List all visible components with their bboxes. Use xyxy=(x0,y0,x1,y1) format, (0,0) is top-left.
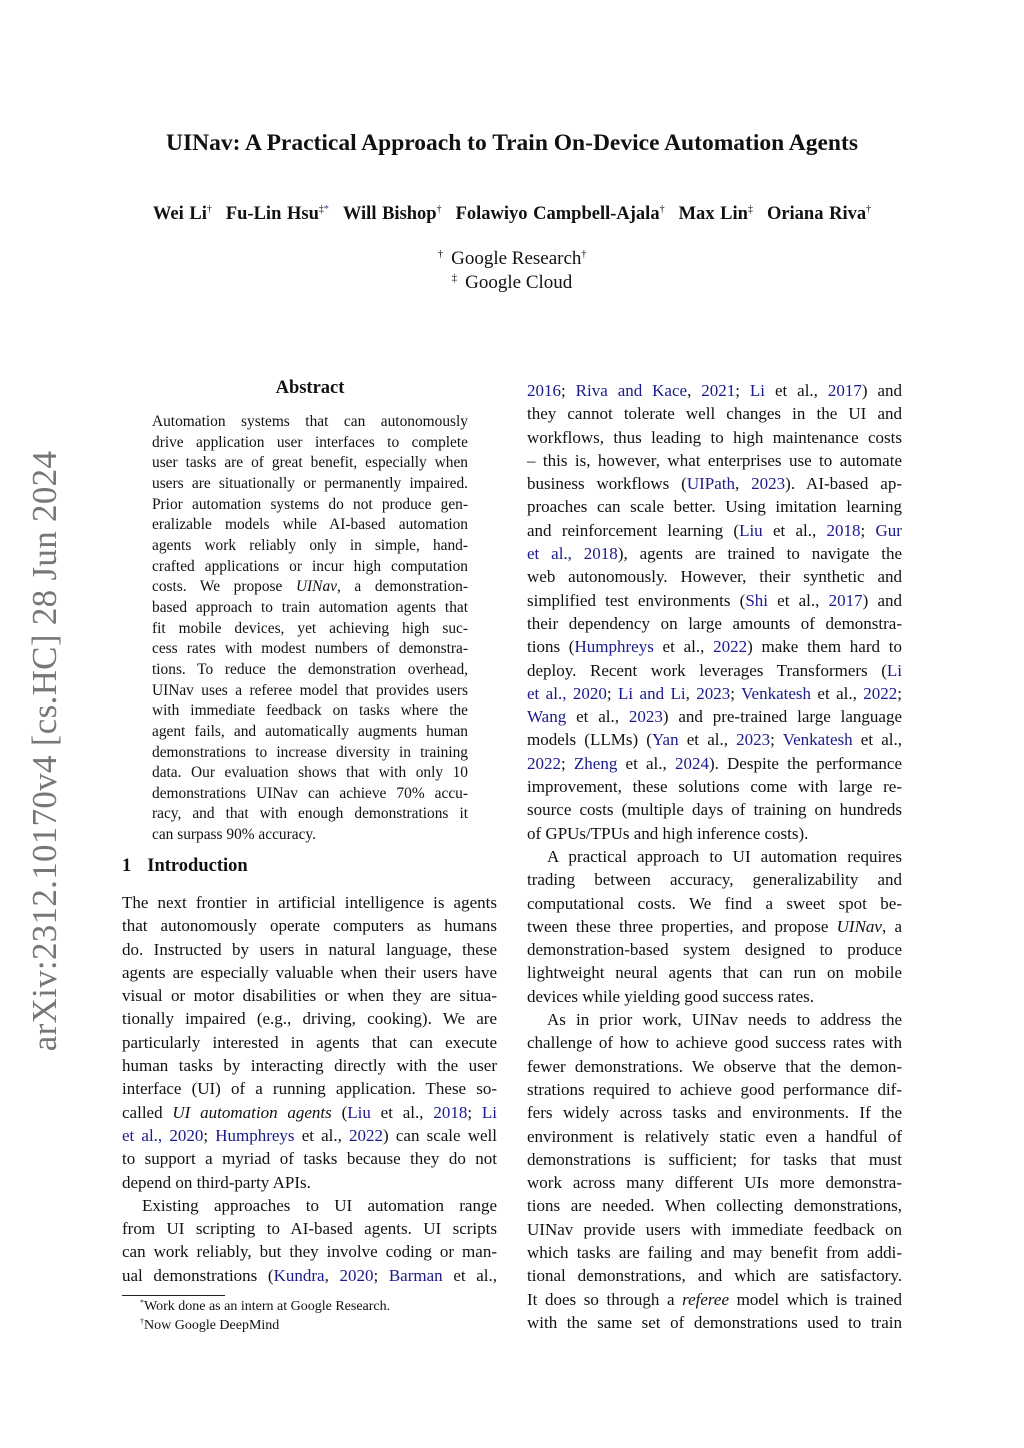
text-line xyxy=(527,1101,902,1124)
text-line xyxy=(527,426,902,449)
footnote-mark: * xyxy=(140,1298,144,1307)
text-run: ; xyxy=(467,1102,482,1122)
text-line xyxy=(122,1101,497,1124)
text-run: model which is trained xyxy=(729,1289,902,1309)
text-line xyxy=(527,1008,902,1031)
text-line xyxy=(122,1240,497,1263)
citation-link[interactable]: Li and Li xyxy=(618,683,686,703)
text-run: of GPUs/TPUs and high inference costs). xyxy=(527,823,809,843)
author-name: Folawiyo Campbell-Ajala xyxy=(455,204,660,224)
text-run: lightweight neural agents that can run on mobile xyxy=(527,963,902,983)
text-line xyxy=(152,453,468,474)
text-line xyxy=(527,1311,902,1334)
text-run: fewer demonstrations. We observe that the demon- xyxy=(527,1056,902,1076)
author xyxy=(767,204,871,224)
citation-link[interactable]: 2023 xyxy=(736,730,771,750)
emphasis-text: referee xyxy=(682,1289,729,1309)
text-line xyxy=(122,938,497,961)
text-line xyxy=(152,577,468,598)
text-line xyxy=(122,891,497,914)
text-run: devices while yielding good success rates. xyxy=(527,986,815,1006)
text-run: ual demonstrations ( xyxy=(122,1265,274,1285)
text-line xyxy=(122,1147,497,1170)
citation-link[interactable]: 2021 xyxy=(701,381,736,400)
citation-link[interactable]: 2017 xyxy=(827,381,862,400)
text-line xyxy=(527,1218,902,1241)
text-run: can work reliably, but they involve coding or man- xyxy=(122,1242,497,1262)
text-line xyxy=(527,985,902,1008)
text-run: can surpass 90% accuracy. xyxy=(152,826,316,844)
text-run: they cannot tolerate well changes in the UI and xyxy=(527,404,902,424)
text-line xyxy=(152,681,468,702)
text-run: ; xyxy=(561,753,574,773)
footnote-text: Now Google DeepMind xyxy=(144,1318,280,1333)
text-line xyxy=(152,495,468,516)
author-name: Max Lin xyxy=(678,204,748,224)
author xyxy=(343,204,442,224)
text-line xyxy=(152,763,468,784)
text-run: ) make them hard to xyxy=(747,637,902,657)
text-run: ; xyxy=(561,381,576,400)
citation-link[interactable]: Liu xyxy=(347,1102,371,1122)
text-run: and reinforcement learning ( xyxy=(527,520,740,540)
text-run: ; xyxy=(606,683,619,703)
text-run: business workflows ( xyxy=(527,474,687,494)
citation-link[interactable]: Li xyxy=(481,1102,497,1122)
text-run: human tasks by interacting directly with the user xyxy=(122,1056,497,1076)
author-list xyxy=(0,204,1024,225)
text-run: UINav uses a referee model that provides users xyxy=(152,681,468,699)
text-run: , xyxy=(687,381,702,400)
text-run: tions. To reduce the demonstration overhead, xyxy=(152,660,468,678)
text-line xyxy=(152,557,468,578)
text-run: , xyxy=(324,1265,340,1285)
text-line xyxy=(527,892,902,915)
citation-link[interactable]: 2022 xyxy=(349,1125,384,1145)
text-run: et al., xyxy=(852,730,902,750)
text-line xyxy=(152,825,468,846)
text-run: source costs (multiple days of training on hundreds xyxy=(527,800,902,820)
text-run: et al., xyxy=(653,637,714,657)
text-run: et al., xyxy=(370,1102,434,1122)
text-line xyxy=(527,752,902,775)
citation-link[interactable]: Li xyxy=(886,660,902,680)
text-line xyxy=(122,984,497,1007)
text-run: crafted applications or incur high computation xyxy=(152,557,468,575)
section-title: Introduction xyxy=(147,856,248,876)
text-run: with the same set of demonstrations used to train xyxy=(527,1312,902,1332)
citation-link[interactable]: Venkatesh xyxy=(782,730,853,750)
citation-link[interactable]: 2022 xyxy=(863,683,898,703)
author-affiliation-mark: ‡ xyxy=(318,204,324,215)
text-line xyxy=(122,1171,497,1194)
text-run: agents are especially valuable when their users have xyxy=(122,962,497,982)
text-run: ; xyxy=(860,520,876,540)
text-run: strations required to achieve good performance dif- xyxy=(527,1079,902,1099)
text-run: costs. We propose xyxy=(152,578,296,596)
text-run: based approach to train automation agents that xyxy=(152,598,468,616)
text-run: demonstrations UINav can achieve 70% accu- xyxy=(152,784,468,802)
text-run: ; xyxy=(770,730,783,750)
section-heading-introduction xyxy=(122,856,248,877)
text-line xyxy=(527,542,902,565)
citation-link[interactable]: 2020 xyxy=(339,1265,374,1285)
footnotes xyxy=(140,1297,390,1335)
citation-link[interactable]: Venkatesh xyxy=(741,683,811,703)
text-line xyxy=(152,743,468,764)
text-line xyxy=(527,402,902,425)
text-run: which tasks are failing and may benefit from addi- xyxy=(527,1242,902,1262)
text-line xyxy=(527,1031,902,1054)
text-line xyxy=(527,449,902,472)
text-run: et al., xyxy=(762,520,827,540)
text-line xyxy=(527,1125,902,1148)
text-run: fit mobile devices, yet achieving high suc- xyxy=(152,619,468,637)
author-name: Oriana Riva xyxy=(766,204,867,224)
text-run: eralizable models while AI-based automation xyxy=(152,516,468,534)
text-line xyxy=(152,784,468,805)
right-column-body xyxy=(527,379,902,1334)
citation-link[interactable]: Kundra xyxy=(273,1265,325,1285)
author xyxy=(153,204,212,224)
text-line xyxy=(527,845,902,868)
text-run: Prior automation systems do not produce gen- xyxy=(152,495,468,513)
citation-link[interactable]: et al., 2020 xyxy=(527,683,607,703)
citation-link[interactable]: Humphreys xyxy=(215,1125,295,1145)
citation-link[interactable]: Liu xyxy=(739,520,763,540)
text-run: models (LLMs) ( xyxy=(527,730,652,750)
footnote-mark: † xyxy=(140,1317,144,1326)
text-run: It does so through a xyxy=(527,1289,683,1309)
author-affiliation-mark: † xyxy=(206,204,212,215)
citation-link[interactable]: 2022 xyxy=(713,637,748,657)
text-run: drive application user interfaces to complete xyxy=(152,433,468,451)
footnote-divider xyxy=(122,1295,225,1296)
text-run: particularly interested in agents that can execute xyxy=(122,1032,497,1052)
affiliation-google-cloud xyxy=(0,272,1024,294)
text-run: racy, and that with enough demonstrations it xyxy=(152,805,468,823)
text-run: Automation systems that can autonomously xyxy=(152,413,468,430)
emphasis-text: UINav xyxy=(836,916,882,936)
affiliation-name: Google Cloud xyxy=(465,272,573,293)
text-run: , a xyxy=(881,916,903,936)
text-run: As in prior work, UINav needs to address the xyxy=(547,1010,902,1030)
text-line xyxy=(152,619,468,640)
text-run: Existing approaches to UI automation range xyxy=(142,1195,497,1215)
text-line xyxy=(152,598,468,619)
citation-link[interactable]: Riva and Kace xyxy=(575,381,688,400)
text-run: agents work reliably only in simple, hand- xyxy=(152,536,468,554)
affiliation-suffix: † xyxy=(581,249,587,260)
text-run: that autonomously operate computers as humans xyxy=(122,916,497,936)
abstract-heading: Abstract xyxy=(275,378,345,398)
text-line xyxy=(122,1264,497,1287)
author-affiliation-mark: ‡ xyxy=(747,204,753,215)
text-line xyxy=(527,565,902,588)
author-name: Will Bishop xyxy=(342,204,437,224)
text-run: cess rates with modest numbers of demonstra- xyxy=(152,640,468,658)
text-run: , xyxy=(735,474,752,494)
text-line xyxy=(527,1055,902,1078)
left-column-body xyxy=(122,891,497,1287)
affiliation-symbol: † xyxy=(437,248,444,260)
text-line xyxy=(152,536,468,557)
citation-link[interactable]: 2018 xyxy=(826,520,861,540)
text-run: A practical approach to UI automation requires xyxy=(547,846,902,866)
text-run: tionally impaired (e.g., driving, cooking). We are xyxy=(122,1009,497,1029)
text-run: demonstrations is sufficient; for tasks that must xyxy=(527,1149,902,1169)
text-run: to support a myriad of tasks because they do not xyxy=(122,1149,497,1169)
text-run: ; xyxy=(373,1265,389,1285)
text-line xyxy=(152,433,468,454)
citation-link[interactable]: Gur xyxy=(875,520,902,540)
text-line xyxy=(122,1031,497,1054)
emphasis-text: UI automation agents xyxy=(172,1102,332,1122)
text-line xyxy=(527,589,902,612)
text-line xyxy=(527,495,902,518)
text-line xyxy=(527,519,902,542)
text-line xyxy=(152,412,468,433)
text-line xyxy=(122,1054,497,1077)
text-line xyxy=(122,1217,497,1240)
emphasis-text: UINav xyxy=(295,578,337,596)
text-run: environment is relatively static even a handful of xyxy=(527,1126,902,1146)
text-line xyxy=(527,379,902,402)
citation-link[interactable]: UIPath xyxy=(686,474,735,494)
text-line xyxy=(527,612,902,635)
text-line xyxy=(527,822,902,845)
text-line xyxy=(527,798,902,821)
text-run: et al., xyxy=(294,1125,350,1145)
citation-link[interactable]: Wang xyxy=(527,707,567,727)
text-line xyxy=(122,914,497,937)
text-line xyxy=(152,701,468,722)
citation-link[interactable]: Yan xyxy=(651,730,679,750)
text-line xyxy=(527,1171,902,1194)
citation-link[interactable]: et al., 2020 xyxy=(122,1125,204,1145)
citation-link[interactable]: Barman xyxy=(388,1265,443,1285)
text-run: demonstration-based system designed to produce xyxy=(527,940,902,960)
text-run: ; xyxy=(730,683,742,703)
text-run: et al., xyxy=(678,730,737,750)
text-run: tions ( xyxy=(527,637,575,657)
footnote xyxy=(140,1316,390,1335)
paper-title: UINav: A Practical Approach to Train On-Device Automation Agents xyxy=(166,130,858,156)
text-run: improvement, these solutions come with large re- xyxy=(527,777,902,797)
author-affiliation-mark: † xyxy=(866,204,872,215)
citation-link[interactable]: Humphreys xyxy=(574,637,654,657)
text-run: et al., xyxy=(442,1265,497,1285)
text-line xyxy=(527,1264,902,1287)
text-line xyxy=(527,868,902,891)
text-line xyxy=(152,722,468,743)
affiliation-symbol: ‡ xyxy=(451,272,458,284)
author-affiliation-mark: † xyxy=(659,204,665,215)
text-run: ( xyxy=(331,1102,348,1122)
text-line xyxy=(527,728,902,751)
citation-link[interactable]: 2023 xyxy=(751,474,786,494)
text-run: ). Despite the performance xyxy=(708,753,902,773)
text-run: et al., xyxy=(765,381,828,400)
citation-link[interactable]: et al., 2018 xyxy=(527,544,618,564)
text-run: proaches can scale better. Using imitation learning xyxy=(527,497,902,517)
author xyxy=(456,204,665,224)
text-run: tions are needed. When collecting demonstrations, xyxy=(527,1196,902,1216)
arxiv-identifier-stamp: arXiv:2312.10170v4 [cs.HC] 28 Jun 2024 xyxy=(25,450,64,1052)
text-run: user tasks are of great benefit, especially when xyxy=(152,454,468,472)
text-line xyxy=(122,1194,497,1217)
footnote-link[interactable]: * xyxy=(323,204,329,215)
text-run: et al., xyxy=(617,753,675,773)
text-line xyxy=(152,804,468,825)
text-line xyxy=(527,775,902,798)
text-run: ). AI-based ap- xyxy=(785,474,902,494)
author-name: Wei Li xyxy=(152,204,207,224)
text-line xyxy=(152,515,468,536)
text-run: UINav provide users with immediate feedback on xyxy=(527,1219,902,1239)
citation-link[interactable]: Shi xyxy=(745,590,768,610)
text-run: The next frontier in artificial intelligence is agents xyxy=(122,893,497,912)
author-name: Fu-Lin Hsu xyxy=(225,204,319,224)
text-line xyxy=(527,659,902,682)
affiliation-name: Google Research xyxy=(451,248,582,269)
text-line xyxy=(527,705,902,728)
text-line xyxy=(152,639,468,660)
text-run: called xyxy=(122,1102,173,1122)
text-line xyxy=(152,660,468,681)
text-run: ) and pre-trained large language xyxy=(662,707,902,727)
author xyxy=(226,204,329,224)
text-run: tional demonstrations, and which are satisfactory. xyxy=(527,1266,902,1286)
text-run: work across many different UIs more demonstra- xyxy=(527,1173,902,1193)
section-number: 1 xyxy=(122,856,132,876)
text-line xyxy=(527,1078,902,1101)
text-line xyxy=(527,682,902,705)
text-line xyxy=(122,1077,497,1100)
text-run: do. Instructed by users in natural language, these xyxy=(122,939,497,959)
text-run: et al., xyxy=(811,683,864,703)
text-run: – this is, however, what enterprises use to automate xyxy=(527,450,902,470)
text-line xyxy=(122,1007,497,1030)
text-run: ) and xyxy=(862,590,902,610)
text-run: ) and xyxy=(861,381,902,400)
text-line xyxy=(527,1148,902,1171)
text-run: with immediate feedback on tasks where the xyxy=(152,702,468,720)
text-run: ; xyxy=(897,683,903,703)
text-run: data. Our evaluation shows that with only 10 xyxy=(152,764,468,782)
text-run: et al., xyxy=(768,590,829,610)
text-line xyxy=(122,961,497,984)
text-run: ; xyxy=(735,381,750,400)
text-run: web autonomously. However, their synthetic and xyxy=(527,567,902,587)
text-run: tween these three properties, and propose xyxy=(527,916,837,936)
text-run: users are situationally or permanently impaired. xyxy=(152,474,468,492)
text-run: ; xyxy=(203,1125,216,1145)
text-run: agent fails, and automatically augments human xyxy=(152,722,468,740)
text-line xyxy=(527,635,902,658)
text-run: ) can scale well xyxy=(383,1125,497,1145)
text-run: challenge of how to achieve good success rates with xyxy=(527,1033,902,1053)
affiliation-google-research xyxy=(0,248,1024,270)
text-run: simplified test environments ( xyxy=(527,590,746,610)
citation-link[interactable]: Li xyxy=(749,381,766,400)
text-line xyxy=(527,915,902,938)
text-line xyxy=(527,961,902,984)
text-line xyxy=(527,938,902,961)
text-run: depend on third-party APIs. xyxy=(122,1172,311,1192)
text-run: computational costs. We find a sweet spot be- xyxy=(527,893,902,913)
text-run: ), agents are trained to navigate the xyxy=(617,544,902,564)
text-run: visual or motor disabilities or when they are situa- xyxy=(122,986,497,1006)
text-line xyxy=(527,1194,902,1217)
text-line xyxy=(527,1288,902,1311)
text-run: from UI scripting to AI-based agents. UI scripts xyxy=(122,1219,497,1239)
text-run: , a demonstration- xyxy=(336,578,468,596)
author xyxy=(679,204,753,224)
text-line xyxy=(122,1124,497,1147)
citation-link[interactable]: 2023 xyxy=(628,707,663,727)
footnote-text: Work done as an intern at Google Research. xyxy=(144,1299,391,1314)
author-affiliation-mark: † xyxy=(436,204,442,215)
citation-link[interactable]: 2023 xyxy=(696,683,731,703)
text-line xyxy=(527,1241,902,1264)
abstract-body xyxy=(152,412,468,846)
text-run: demonstrations to increase diversity in training xyxy=(152,743,468,761)
text-run: fers widely across tasks and environments. If the xyxy=(527,1103,902,1123)
text-run: interface (UI) of a running application. These so- xyxy=(122,1079,497,1099)
text-run: their dependency on large amounts of demonstra- xyxy=(527,613,902,633)
citation-link[interactable]: 2022 xyxy=(527,753,561,773)
citation-link[interactable]: 2016 xyxy=(527,381,561,400)
text-run: et al., xyxy=(566,707,629,727)
footnote xyxy=(140,1297,390,1316)
text-run: , xyxy=(685,683,697,703)
citation-link[interactable]: 2024 xyxy=(674,753,709,773)
text-line xyxy=(527,472,902,495)
text-run: workflows, thus leading to high maintenance costs xyxy=(527,427,902,447)
text-line xyxy=(152,474,468,495)
citation-link[interactable]: 2017 xyxy=(828,590,863,610)
citation-link[interactable]: Zheng xyxy=(573,753,618,773)
text-run: trading between accuracy, generalizability and xyxy=(527,870,902,890)
citation-link[interactable]: 2018 xyxy=(433,1102,468,1122)
text-run: deploy. Recent work leverages Transformers ( xyxy=(527,660,887,680)
